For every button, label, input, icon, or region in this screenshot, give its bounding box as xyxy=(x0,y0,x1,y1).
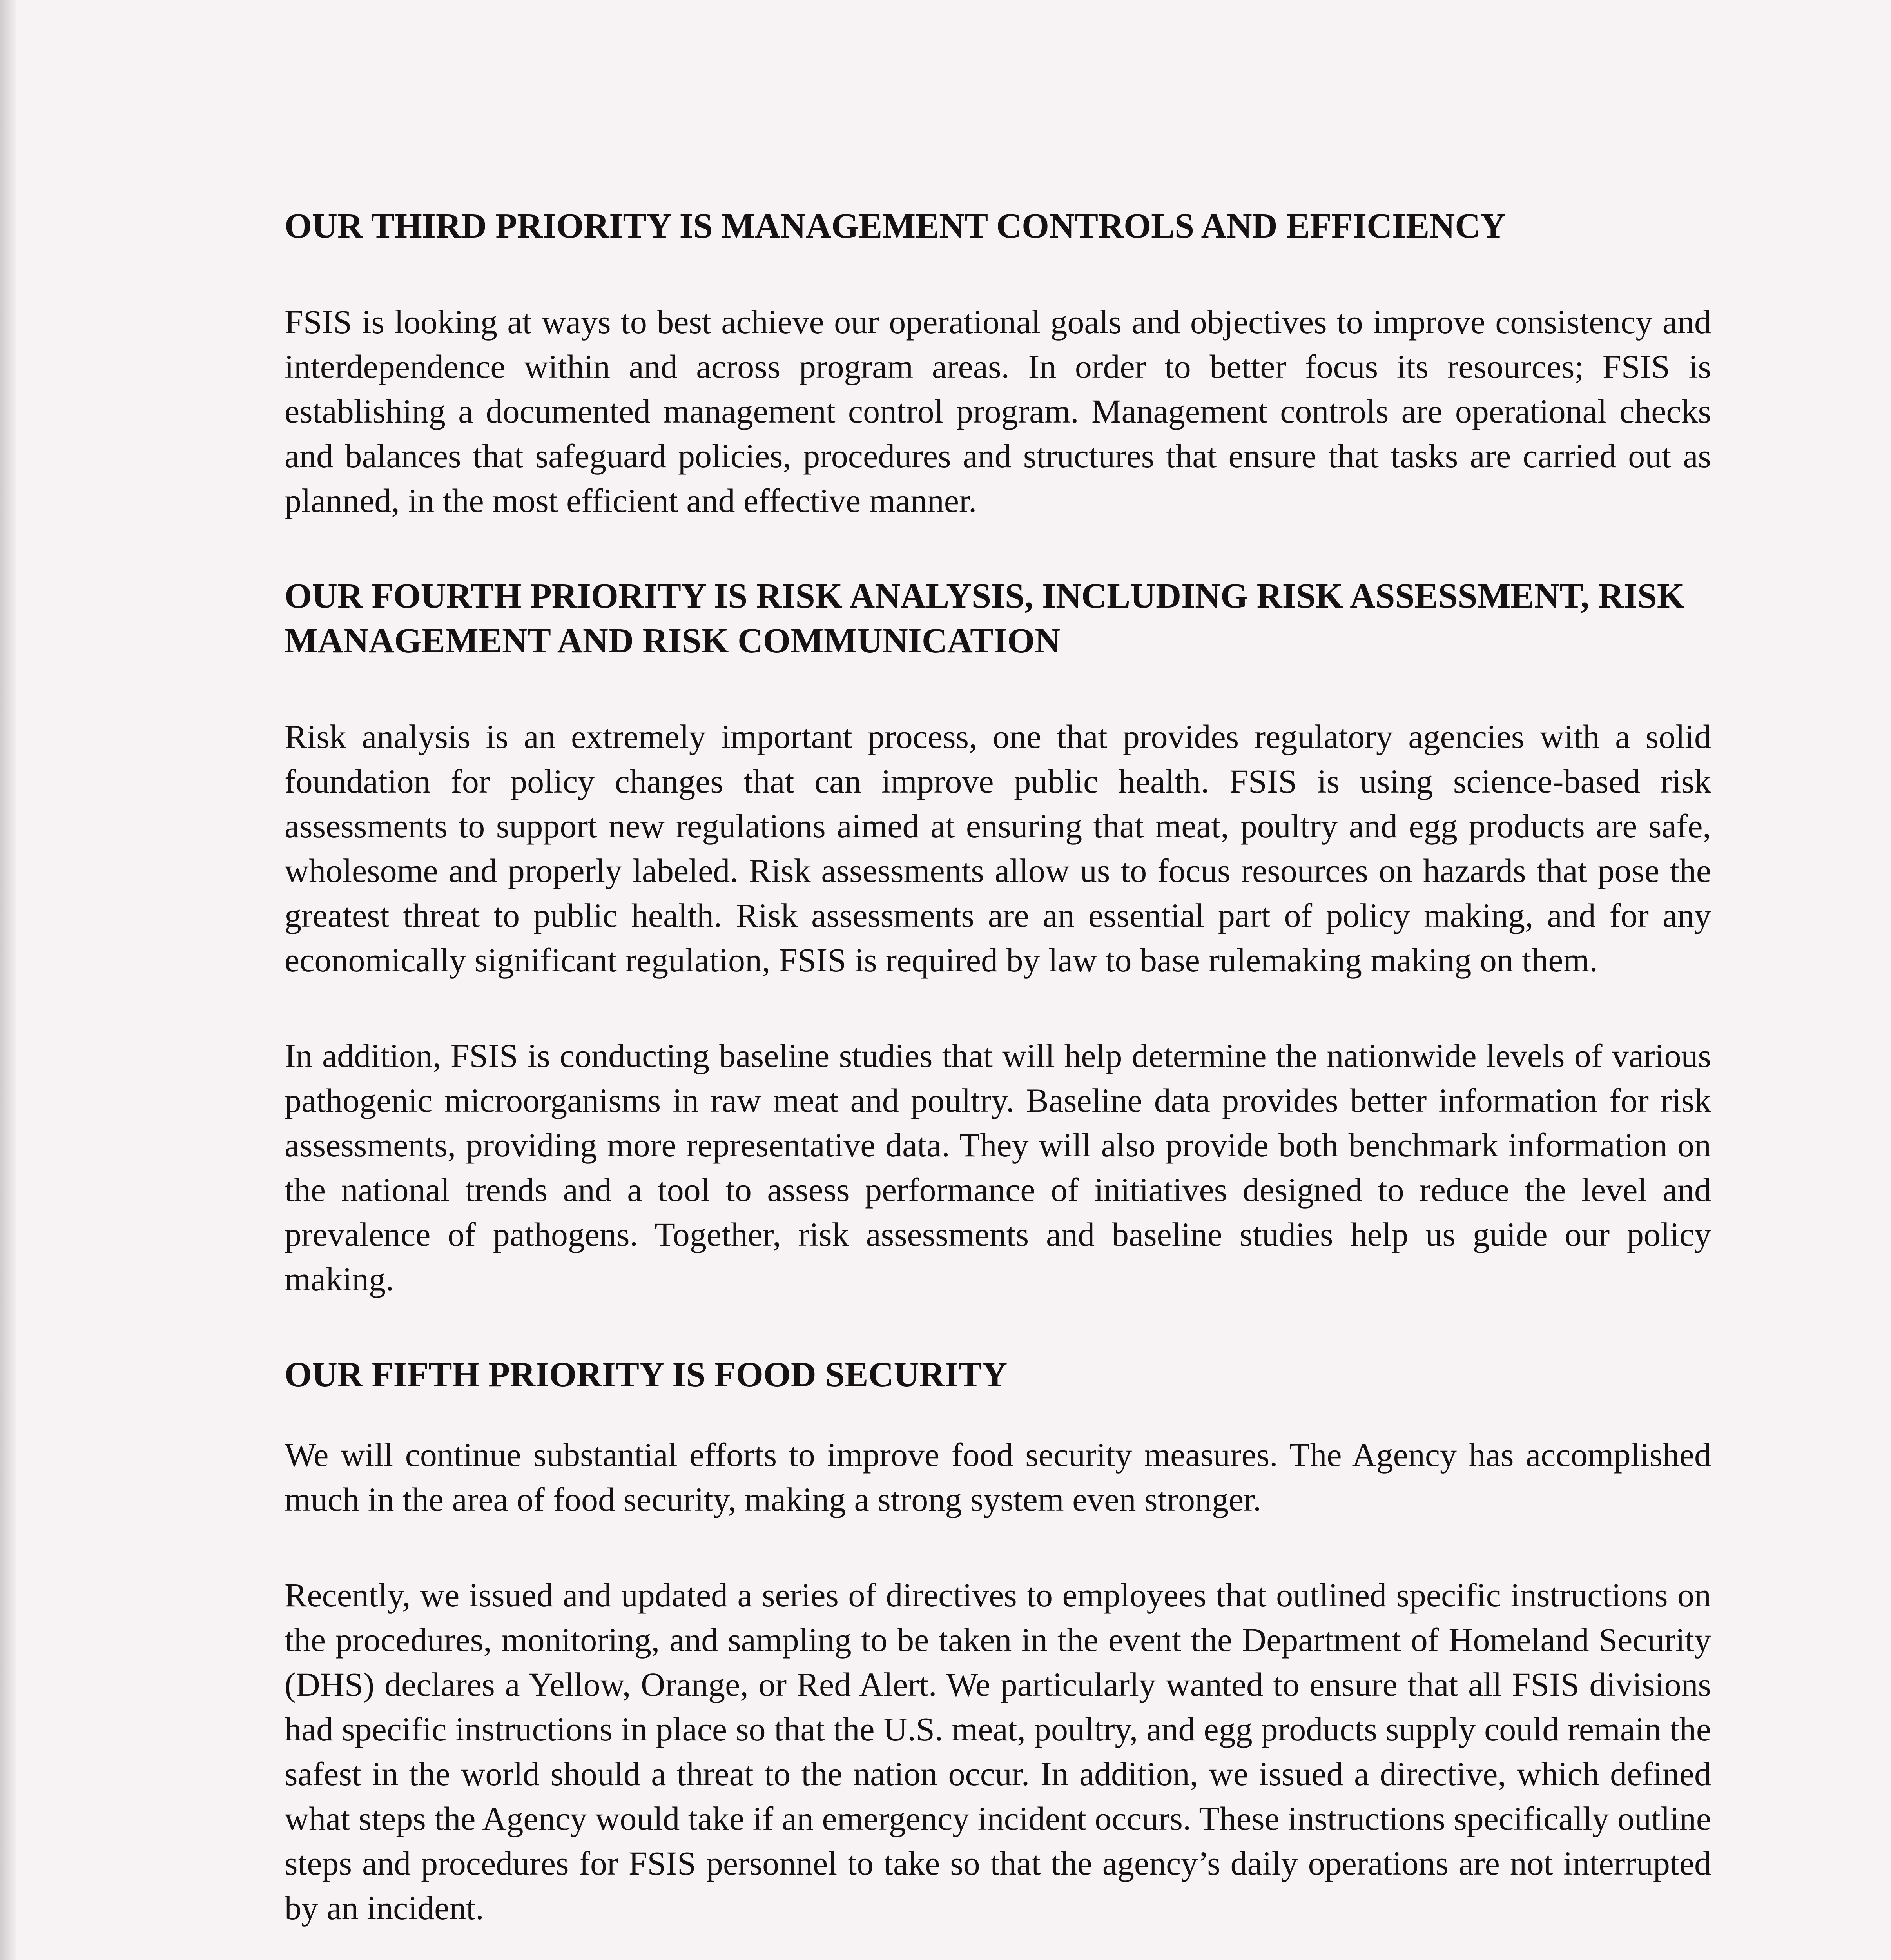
section-heading-risk-analysis: OUR FOURTH PRIORITY IS RISK ANALYSIS, INCLUDING RISK ASSESSMENT, RISK MANAGEMENT AND RISK COMMUNICATION xyxy=(285,577,1684,660)
paragraph-food-security-efforts: We will continue substantial efforts to improve food security measures. The Agency has accomplished much in the area of food security, making a strong system even stronger. xyxy=(285,1436,1711,1518)
section-heading-management-controls: OUR THIRD PRIORITY IS MANAGEMENT CONTROLS AND EFFICIENCY xyxy=(285,207,1506,245)
document-page xyxy=(285,204,1711,1960)
scan-edge-shadow xyxy=(0,0,16,1960)
paragraph-directives: Recently, we issued and updated a series of directives to employees that outlined specific instructions on the procedures, monitoring, and sampling to be taken in the event the Department of Homeland Security (DHS) declares a Yellow, Orange, or Red Alert. We particularly wanted to ensure that all FSIS divisions had specific instructions in place so that the U.S. meat, poultry, and egg products supply could remain the safest in the world should a threat to the nation occur. In addition, we issued a directive, which defined what steps the Agency would take if an emergency incident occurs. These instructions specifically outline steps and procedures for FSIS personnel to take so that the agency’s daily operations are not interrupted by an incident. xyxy=(285,1576,1711,1927)
section-heading-food-security: OUR FIFTH PRIORITY IS FOOD SECURITY xyxy=(285,1355,1008,1394)
paragraph-risk-analysis: Risk analysis is an extremely important process, one that provides regulatory agencies with a solid foundation for policy changes that can improve public health. FSIS is using science-based risk assessments to support new regulations aimed at ensuring that meat, poultry and egg products are safe, wholesome and properly labeled. Risk assessments allow us to focus resources on hazards that pose the greatest threat to public health. Risk assessments are an essential part of policy making, and for any economically significant regulation, FSIS is required by law to base rulemaking making on them. xyxy=(285,718,1711,979)
paragraph-baseline-studies: In addition, FSIS is conducting baseline studies that will help determine the nationwide levels of various pathogenic microorganisms in raw meat and poultry. Baseline data provides better information for risk assessments, providing more representative data. They will also provide both benchmark information on the national trends and a tool to assess performance of initiatives designed to reduce the level and prevalence of pathogens. Together, risk assessments and baseline studies help us guide our policy making. xyxy=(285,1037,1711,1298)
paragraph-management-controls: FSIS is looking at ways to best achieve our operational goals and objectives to improve consistency and interdependence within and across program areas. In order to better focus its resources; FSIS is establishing a documented management control program. Management controls are operational checks and balances that safeguard policies, procedures and structures that ensure that tasks are carried out as planned, in the most efficient and effective manner. xyxy=(285,303,1711,519)
